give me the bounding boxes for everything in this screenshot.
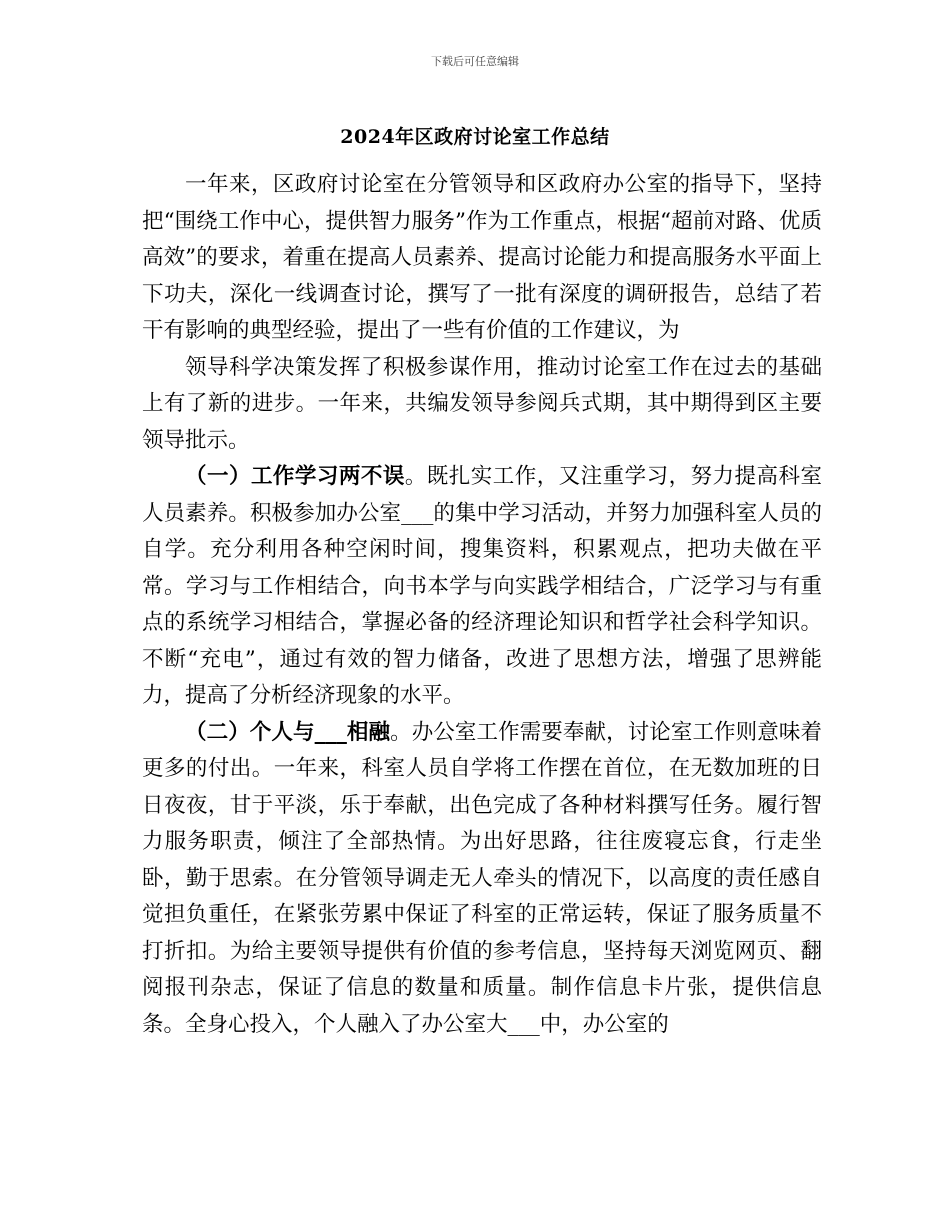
document-title: 2024年区政府讨论室工作总结 [340, 126, 610, 148]
paragraph-section-1 [142, 459, 822, 715]
paragraph-intro [142, 167, 822, 350]
header-note: 下载后可任意编辑 [431, 55, 519, 68]
paragraph-continued [142, 350, 822, 460]
paragraph-text: 。既扎实工作，又注重学习，努力提高科室人员素养。积极参加办公室___的集中学习活动，并努力加强科室人员的自学。充分利用各种空闲时间，搜集资料，积累观点，把功夫做在平常。学习与工作相结合，向书本学与向实践学相结合，广泛学习与有重点的系统学习相结合，掌握必备的经济理论知识和哲学社会科学知识。不断“充电”，通过有效的智力储备，改进了思想方法，增强了思辨能力，提高了分析经济现象的水平。 [142, 464, 822, 708]
paragraph-text: 领导科学决策发挥了积极参谋作用，推动讨论室工作在过去的基础上有了新的进步。一年来，共编发领导参阅兵式期，其中期得到区主要领导批示。 [142, 354, 822, 453]
paragraph-text: 一年来，区政府讨论室在分管领导和区政府办公室的指导下，坚持把“围绕工作中心，提供智力服务”作为工作重点，根据“超前对路、优质高效”的要求，着重在提高人员素养、提高讨论能力和提高服务水平面上下功夫，深化一线调查讨论，撰写了一批有深度的调研报告，总结了若干有影响的典型经验，提出了一些有价值的工作建议，为 [142, 172, 822, 343]
section-heading: （二）个人与___相融 [185, 719, 391, 745]
document-body [142, 167, 822, 1043]
paragraph-text: 。办公室工作需要奉献，讨论室工作则意味着更多的付出。一年来，科室人员自学将工作摆在首位，在无数加班的日日夜夜，甘于平淡，乐于奉献，出色完成了各种材料撰写任务。履行智力服务职责，倾注了全部热情。为出好思路，往往废寝忘食，行走坐卧，勤于思索。在分管领导调走无人牵头的情况下，以高度的责任感自觉担负重任，在紧张劳累中保证了科室的正常运转，保证了服务质量不打折扣。为给主要领导提供有价值的参考信息，坚持每天浏览网页、翻阅报刊杂志，保证了信息的数量和质量。制作信息卡片张，提供信息条。全身心投入，个人融入了办公室大___中，办公室的 [142, 719, 822, 1037]
section-heading: （一）工作学习两不误 [185, 464, 405, 489]
paragraph-section-2 [142, 715, 822, 1044]
